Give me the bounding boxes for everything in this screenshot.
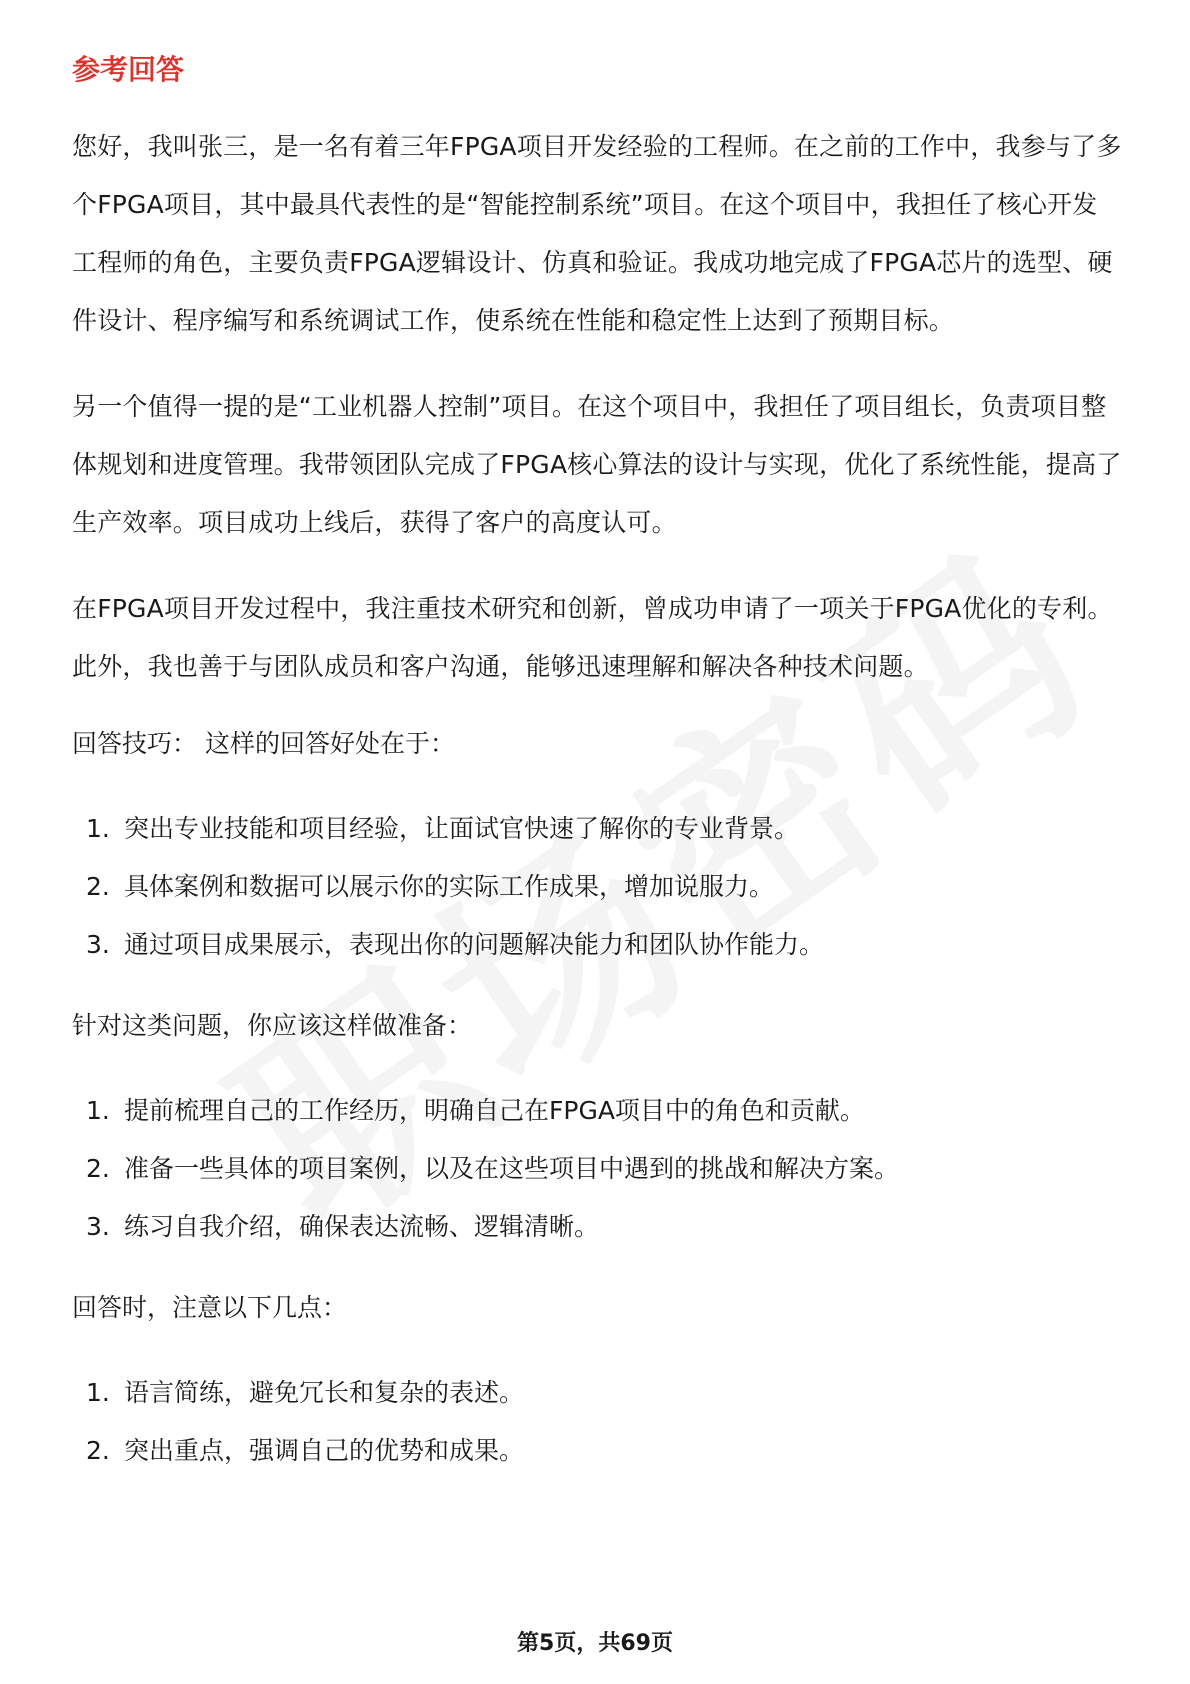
page-number-footer: 第5页，共69页: [517, 1631, 673, 1656]
list-number: 1.: [86, 814, 110, 843]
list-item: [72, 800, 1122, 858]
list-text: 提前梳理自己的工作经历，明确自己在FPGA项目中的角色和贡献。: [124, 1096, 865, 1125]
section-heading: 参考回答: [72, 53, 185, 86]
list-number: 2.: [86, 872, 110, 901]
list-text: 突出专业技能和项目经验，让面试官快速了解你的专业背景。: [124, 814, 800, 843]
list-text: 准备一些具体的项目案例，以及在这些项目中遇到的挑战和解决方案。: [124, 1154, 900, 1183]
list-text: 通过项目成果展示，表现出你的问题解决能力和团队协作能力。: [124, 930, 825, 959]
tips-list: [72, 800, 1122, 974]
notes-list: [72, 1364, 1122, 1480]
prep-label: 针对这类问题，你应该这样做准备：: [72, 1011, 473, 1040]
paragraph-project-two: 另一个值得一提的是“工业机器人控制”项目。在这个项目中，我担任了项目组长，负责项目整体规划和进度管理。我带领团队完成了FPGA核心算法的设计与实现，优化了系统性能，提高了生产效率。项目成功上线后，获得了客户的高度认可。: [72, 392, 1122, 537]
list-item: [72, 1082, 1122, 1140]
list-text: 语言简练，避免冗长和复杂的表述。: [124, 1378, 525, 1407]
list-number: 1.: [86, 1378, 110, 1407]
list-text: 突出重点，强调自己的优势和成果。: [124, 1436, 525, 1465]
list-number: 3.: [86, 930, 110, 959]
tips-label: 回答技巧： 这样的回答好处在于：: [72, 729, 455, 758]
paragraph-innovation: 在FPGA项目开发过程中，我注重技术研究和创新，曾成功申请了一项关于FPGA优化的专利。此外，我也善于与团队成员和客户沟通，能够迅速理解和解决各种技术问题。: [72, 594, 1113, 681]
paragraph-intro: 您好，我叫张三，是一名有着三年FPGA项目开发经验的工程师。在之前的工作中，我参与了多个FPGA项目，其中最具代表性的是“智能控制系统”项目。在这个项目中，我担任了核心开发工程师的角色，主要负责FPGA逻辑设计、仿真和验证。我成功地完成了FPGA芯片的选型、硬件设计、程序编写和系统调试工作，使系统在性能和稳定性上达到了预期目标。: [72, 132, 1122, 335]
list-number: 2.: [86, 1436, 110, 1465]
notes-label: 回答时，注意以下几点：: [72, 1293, 348, 1322]
prep-list: [72, 1082, 1122, 1256]
page-content: [72, 50, 1122, 1512]
list-text: 练习自我介绍，确保表达流畅、逻辑清晰。: [124, 1212, 600, 1241]
list-item: [72, 1422, 1122, 1480]
list-item: [72, 916, 1122, 974]
list-number: 2.: [86, 1154, 110, 1183]
list-item: [72, 1198, 1122, 1256]
list-text: 具体案例和数据可以展示你的实际工作成果，增加说服力。: [124, 872, 775, 901]
list-item: [72, 1364, 1122, 1422]
list-number: 1.: [86, 1096, 110, 1125]
list-number: 3.: [86, 1212, 110, 1241]
list-item: [72, 858, 1122, 916]
list-item: [72, 1140, 1122, 1198]
